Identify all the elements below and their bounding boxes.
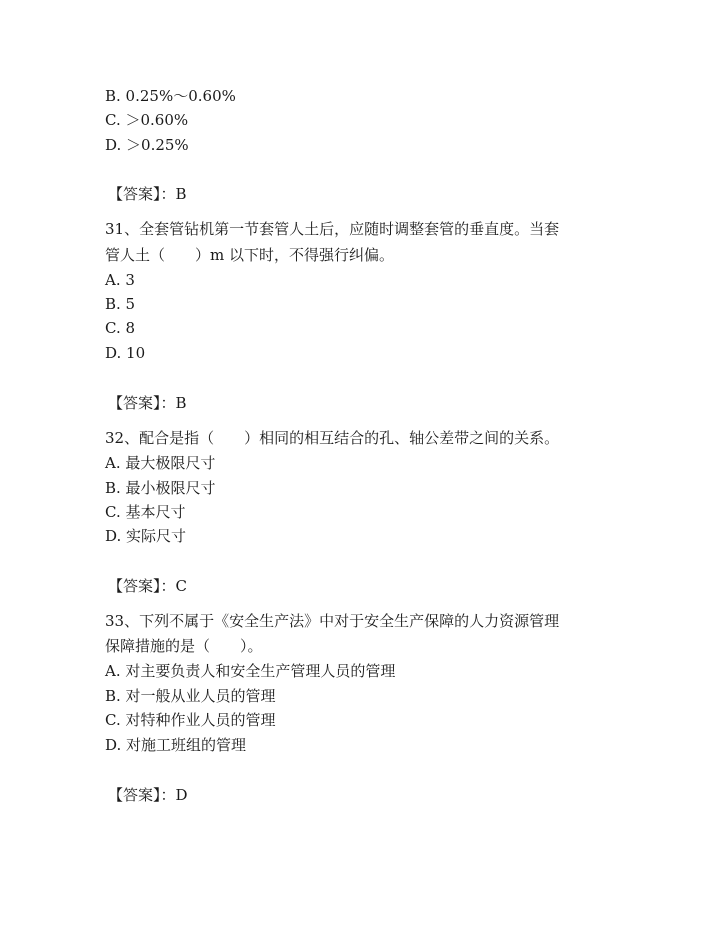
q32-option-a: A. 最大极限尺寸 [105, 454, 216, 472]
q31-option-d: D. 10 [105, 344, 146, 362]
q32-option-b: B. 最小极限尺寸 [105, 479, 216, 497]
q31-answer: 【答案】：B [108, 394, 187, 412]
prev-option-b: B. 0.25%～0.60% [105, 87, 236, 105]
q33-option-b: B. 对一般从业人员的管理 [105, 687, 276, 705]
q32-stem-line1: 32、配合是指（ ）相同的相互结合的孔、轴公差带之间的关系。 [105, 429, 560, 447]
prev-answer: 【答案】：B [108, 185, 187, 203]
q31-stem-line1: 31、全套管钻机第一节套管人土后，应随时调整套管的垂直度。当套 [105, 220, 560, 238]
q33-option-d: D. 对施工班组的管理 [105, 736, 247, 754]
q33-stem-line2: 保障措施的是（ ）。 [105, 637, 263, 655]
q31-stem-line2: 管人土（ ）m 以下时，不得强行纠偏。 [105, 246, 394, 264]
q32-answer: 【答案】：C [108, 577, 187, 595]
q33-option-a: A. 对主要负责人和安全生产管理人员的管理 [105, 662, 396, 680]
q31-option-c: C. 8 [105, 319, 136, 337]
q33-stem-line1: 33、下列不属于《安全生产法》中对于安全生产保障的人力资源管理 [105, 612, 560, 630]
q32-option-c: C. 基本尺寸 [105, 503, 186, 521]
q31-option-b: B. 5 [105, 295, 136, 313]
q31-option-a: A. 3 [105, 271, 135, 289]
q33-option-c: C. 对特种作业人员的管理 [105, 711, 276, 729]
q32-option-d: D. 实际尺寸 [105, 527, 187, 545]
prev-option-c: C. ＞0.60% [105, 111, 189, 129]
q33-answer: 【答案】：D [108, 786, 188, 804]
prev-option-d: D. ＞0.25% [105, 136, 189, 154]
